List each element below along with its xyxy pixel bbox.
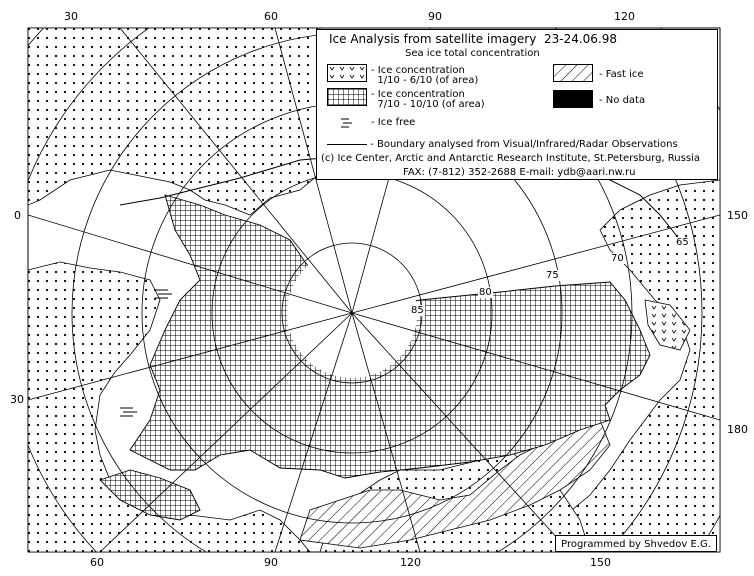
legend-item-ice-free: - Ice free — [371, 117, 416, 128]
lat-label-80: 80 — [479, 287, 492, 298]
legend-item-high: - Ice concentration 7/10 - 10/10 (of area) — [371, 89, 485, 110]
swatch-low-concentration — [327, 64, 367, 82]
bottom-label-60: 60 — [90, 556, 104, 569]
top-label-120: 120 — [614, 10, 635, 23]
left-label-30: 30 — [10, 393, 24, 406]
legend-boundary: - Boundary analysed from Visual/Infrared/Radar Observations — [327, 139, 678, 150]
swatch-fast-ice — [553, 64, 593, 82]
bottom-label-120: 120 — [400, 556, 421, 569]
lat-label-65: 65 — [676, 237, 689, 248]
legend-copyright: (c) Ice Center, Arctic and Antarctic Research Institute, St.Petersburg, Russia — [321, 153, 700, 164]
right-label-150: 150 — [727, 209, 748, 222]
credit-box: Programmed by Shvedov E.G. — [555, 535, 717, 552]
top-label-30: 30 — [64, 10, 78, 23]
legend-item-no-data: - No data — [599, 95, 646, 106]
legend-date: 23-24.06.98 — [543, 32, 618, 46]
legend-subtitle: Sea ice total concentration — [405, 48, 540, 59]
top-label-60: 60 — [264, 10, 278, 23]
swatch-high-concentration — [327, 88, 367, 106]
left-label-0: 0 — [14, 209, 21, 222]
legend-box — [316, 29, 718, 180]
legend-title: Ice Analysis from satellite imagery 23-24.06.98 — [329, 32, 618, 46]
lat-label-70: 70 — [611, 253, 624, 264]
bottom-label-150: 150 — [590, 556, 611, 569]
top-label-90: 90 — [428, 10, 442, 23]
right-label-180: 180 — [727, 423, 748, 436]
bottom-label-90: 90 — [264, 556, 278, 569]
legend-item-low: - Ice concentration 1/10 - 6/10 (of area) — [371, 65, 479, 86]
legend-item-fast-ice: - Fast ice — [599, 69, 644, 80]
lat-label-85: 85 — [411, 305, 424, 316]
legend-contact: FAX: (7-812) 352-2688 E-mail: ydb@aari.nw.ru — [403, 167, 636, 178]
swatch-ice-free — [339, 114, 355, 133]
swatch-no-data — [553, 90, 593, 108]
lat-label-75: 75 — [546, 270, 559, 281]
